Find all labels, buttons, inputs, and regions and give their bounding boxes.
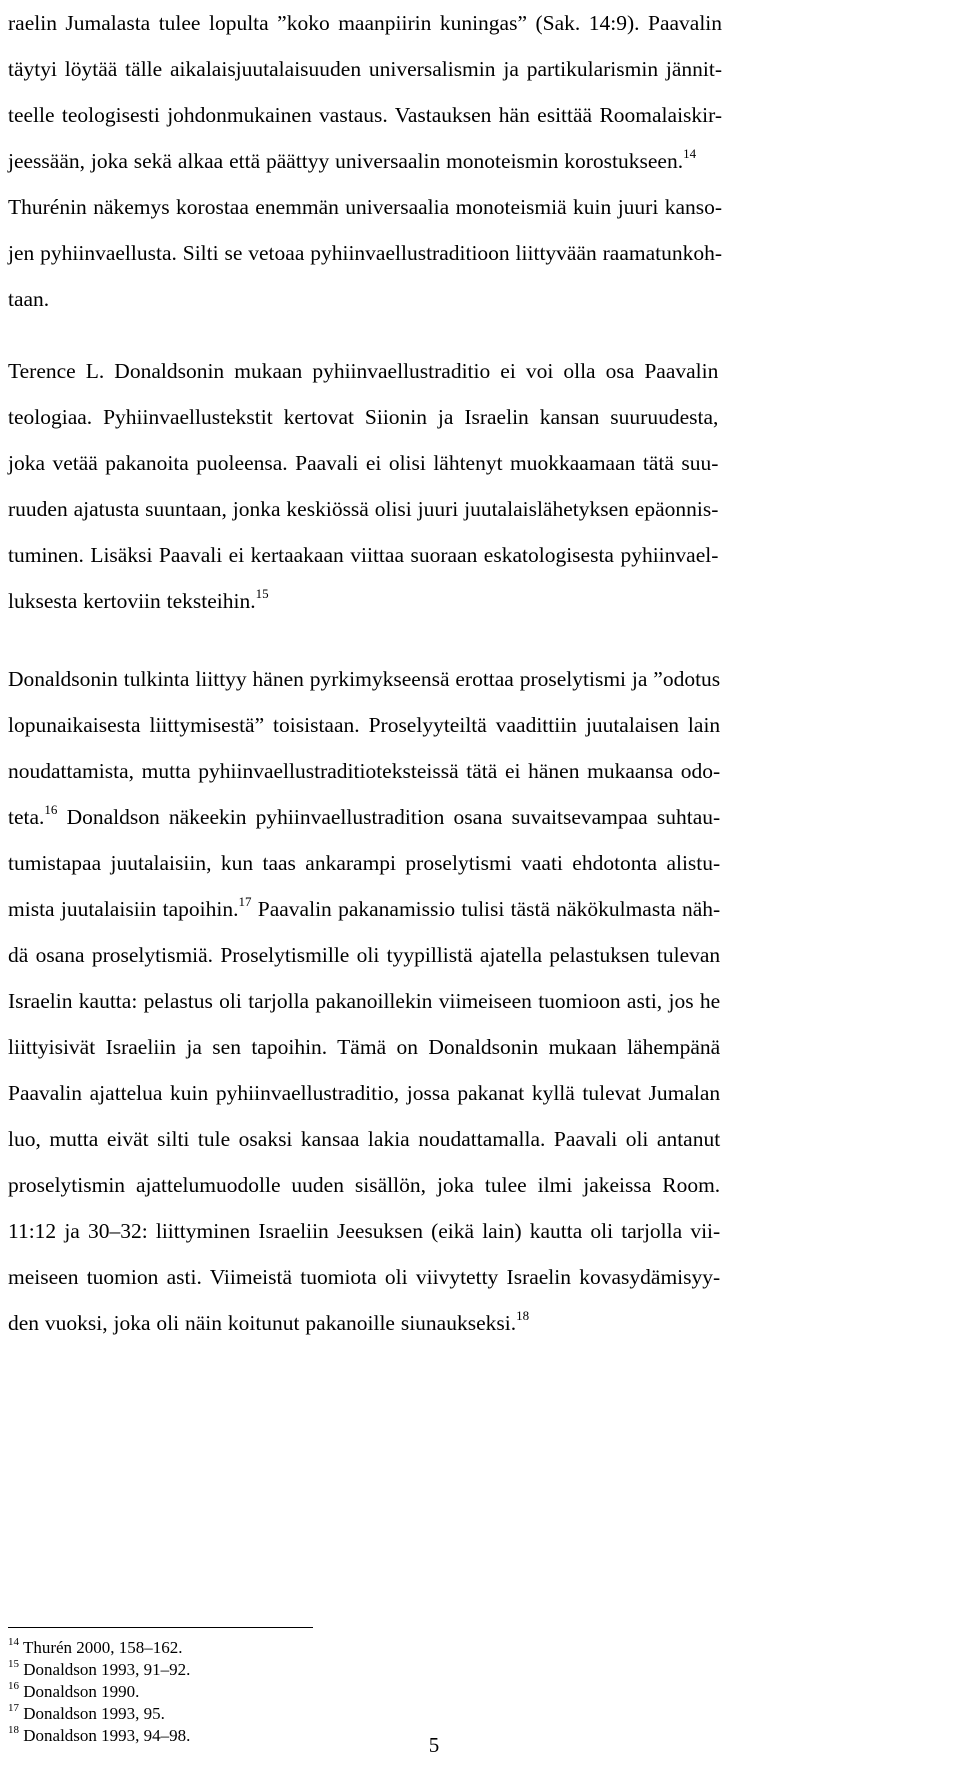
paragraph-3 xyxy=(8,656,720,1346)
footnote-text: Donaldson 1993, 95. xyxy=(23,1704,165,1723)
footnote-number: 16 xyxy=(8,1680,19,1693)
footnote-text: Donaldson 1993, 91–92. xyxy=(23,1660,191,1679)
text-line: Terence L. Donaldsonin mukaan pyhiinvaellustraditio ei voi olla osa Paavalin xyxy=(8,359,719,383)
text-line: teelle teologisesti johdonmukainen vastaus. Vastauksen hän esittää Roomalaiskir- xyxy=(8,103,723,127)
footnote-number: 18 xyxy=(8,1724,19,1737)
text-line: jen pyhiinvaellusta. Silti se vetoaa pyhiinvaellustraditioon liittyvään raamatunkoh- xyxy=(8,241,723,265)
footnote-ref[interactable]: 17 xyxy=(238,893,252,909)
footnote-item xyxy=(8,1703,190,1725)
text-line: täytyi löytää tälle aikalaisjuutalaisuuden universalismin ja partikularismin jännit- xyxy=(8,57,723,81)
text-line: noudattamista, mutta pyhiinvaellustraditioteksteissä tätä ei hänen mukaansa odo- xyxy=(8,759,721,783)
text-line: joka vetää pakanoita puoleensa. Paavali ei olisi lähtenyt muokkaamaan tätä suu- xyxy=(8,451,719,475)
text-line: luo, mutta eivät silti tule osaksi kansaa lakia noudattamalla. Paavali oli antanut xyxy=(8,1127,721,1151)
footnote-ref[interactable]: 18 xyxy=(516,1307,530,1323)
text-line: Thurénin näkemys korostaa enemmän universaalia monoteismiä kuin juuri kanso- xyxy=(8,195,723,219)
footnote-item xyxy=(8,1659,190,1681)
text-line: liittyisivät Israeliin ja sen tapoihin. Tämä on Donaldsonin mukaan lähempänä xyxy=(8,1035,721,1059)
text-line: Paavalin ajattelua kuin pyhiinvaellustraditio, jossa pakanat kyllä tulevat Jumalan xyxy=(8,1081,721,1105)
text-line: ruuden ajatusta suuntaan, jonka keskiössä olisi juuri juutalaislähetyksen epäonnis- xyxy=(8,497,719,521)
footnote-text: Donaldson 1993, 94–98. xyxy=(23,1726,191,1745)
footnote-ref[interactable]: 15 xyxy=(255,585,269,601)
footnote-text: Donaldson 1990. xyxy=(23,1682,140,1701)
page-number: 5 xyxy=(428,1733,440,1757)
text-line: teologiaa. Pyhiinvaellustekstit kertovat Siionin ja Israelin kansan suuruudesta, xyxy=(8,405,719,429)
footnote-ref[interactable]: 14 xyxy=(683,145,697,161)
footnote-number: 15 xyxy=(8,1658,19,1671)
paragraph-1 xyxy=(8,0,722,322)
footnote-number: 17 xyxy=(8,1702,19,1715)
text-line: luksesta kertoviin teksteihin.$^{15}$ xyxy=(8,585,269,613)
text-line: meiseen tuomion asti. Viimeistä tuomiota oli viivytetty Israelin kovasydämisyy- xyxy=(8,1265,721,1289)
footnote-text: Thurén 2000, 158–162. xyxy=(22,1638,183,1657)
text-line: teta.$^{16}$ Donaldson näkeekin pyhiinvaellustradition osana suvaitsevampaa suhtau- xyxy=(8,801,721,829)
text-line: tuminen. Lisäksi Paavali ei kertaakaan viittaa suoraan eskatologisesta pyhiinvael- xyxy=(8,543,719,567)
footnote-item xyxy=(8,1681,190,1703)
text-line: lopunaikaisesta liittymisestä” toisistaan. Proselyyteiltä vaadittiin juutalaisen lain xyxy=(8,713,721,737)
paragraph-2 xyxy=(8,348,718,624)
footnotes xyxy=(8,1637,190,1747)
footnote-divider xyxy=(8,1627,313,1628)
text-line: mista juutalaisiin tapoihin.$^{17}$ Paavalin pakanamissio tulisi tästä näkökulmasta näh- xyxy=(8,893,721,921)
footnote-number: 14 xyxy=(8,1636,19,1649)
text-line: taan. xyxy=(8,287,50,311)
text-line: 11:12 ja 30–32: liittyminen Israeliin Jeesuksen (eikä lain) kautta oli tarjolla vii- xyxy=(8,1219,721,1243)
text-line: den vuoksi, joka oli näin koitunut pakanoille siunaukseksi.$^{18}$ xyxy=(8,1307,530,1335)
text-line: dä osana proselytismiä. Proselytismille oli tyypillistä ajatella pelastuksen tulevan xyxy=(8,943,721,967)
text-line: jeessään, joka sekä alkaa että päättyy universaalin monoteismin korostukseen.$^{14}$ xyxy=(8,145,697,173)
text-line: Israelin kautta: pelastus oli tarjolla pakanoillekin viimeiseen tuomioon asti, jos he xyxy=(8,989,721,1013)
text-line: Donaldsonin tulkinta liittyy hänen pyrkimykseensä erottaa proselytismi ja ”odotus xyxy=(8,667,721,691)
footnote-ref[interactable]: 16 xyxy=(44,801,58,817)
text-line: tumistapaa juutalaisiin, kun taas ankarampi proselytismi vaati ehdotonta alistu- xyxy=(8,851,721,875)
text-line: proselytismin ajattelumuodolle uuden sisällön, joka tulee ilmi jakeissa Room. xyxy=(8,1173,721,1197)
text-line: raelin Jumalasta tulee lopulta ”koko maanpiirin kuningas” (Sak. 14:9). Paavalin xyxy=(8,11,723,35)
footnote-item xyxy=(8,1637,190,1659)
